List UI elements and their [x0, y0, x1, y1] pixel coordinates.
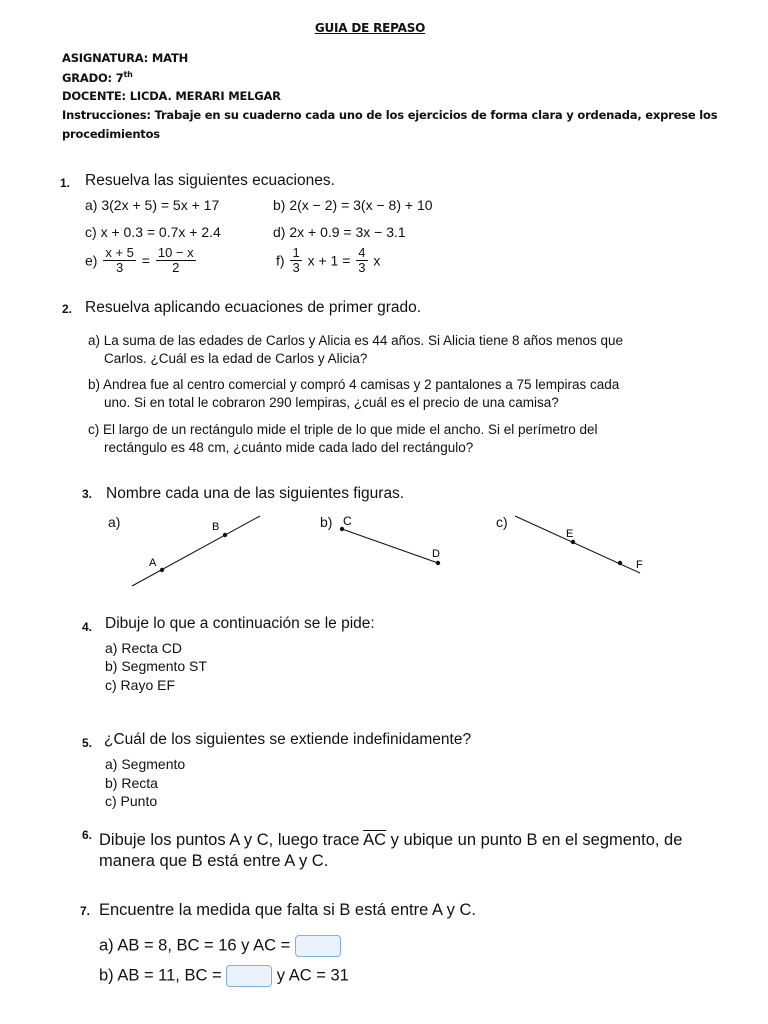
question-7-prompt: Encuentre la medida que falta si B está entre A y C. [99, 901, 476, 919]
q4-item-b: b) Segmento ST [105, 658, 207, 674]
equation-d: d) 2x + 0.9 = 3x − 3.1 [273, 224, 406, 240]
subject-line: ASIGNATURA: MATH [62, 51, 189, 65]
instructions-line-1: Instrucciones: Trabaje en su cuaderno cada uno de los ejercicios de forma clara y ordenada, exprese los [62, 108, 718, 122]
page-title: GUIA DE REPASO [314, 21, 426, 35]
problem-b: b) Andrea fue al centro comercial y compró 4 camisas y 2 pantalones a 75 lempiras cada uno. Si en total le cobraron 290 lempiras, ¿cuál es el precio de una camisa? [88, 377, 620, 410]
point-b-dot [223, 533, 227, 537]
point-f-dot [618, 561, 622, 565]
figure-c-label: c) [496, 514, 508, 530]
q7-item-b: b) AB = 11, BC = y AC = 31 [99, 965, 349, 987]
figure-a-ray [132, 516, 260, 586]
point-d-dot [436, 561, 440, 565]
equation-f: f) $\frac{1}{3}$ x + 1 = $\frac{4}{3}$ x [276, 245, 381, 275]
question-4-prompt: Dibuje lo que a continuación se le pide: [105, 615, 375, 632]
question-7-number: 7. [80, 904, 91, 918]
question-1-number: 1. [60, 176, 71, 190]
figure-b-segment [340, 514, 440, 565]
problem-a: a) La suma de las edades de Carlos y Alicia es 44 años. Si Alicia tiene 8 años menos que Carlos. ¿Cuál es la edad de Carlos y Alicia? [88, 333, 624, 366]
point-f-label: F [636, 559, 643, 571]
question-2-number: 2. [62, 302, 73, 316]
q7-item-a: a) AB = 8, BC = 16 y AC = [99, 935, 341, 957]
point-e-dot [571, 540, 575, 544]
point-d-label: D [432, 548, 440, 560]
question-3-number: 3. [82, 487, 93, 501]
equation-b: b) 2(x − 2) = 3(x − 8) + 10 [273, 197, 433, 213]
q5-item-c: c) Punto [105, 793, 158, 809]
point-a-dot [160, 568, 164, 572]
figure-a-label: a) [108, 514, 121, 530]
figure-c-line [515, 516, 643, 573]
q4-item-a: a) Recta CD [105, 640, 183, 656]
point-a-label: A [149, 557, 157, 569]
point-b-label: B [212, 521, 220, 533]
figure-b-label: b) [320, 514, 333, 530]
question-2-prompt: Resuelva aplicando ecuaciones de primer grado. [85, 299, 422, 316]
question-6-number: 6. [82, 828, 93, 842]
question-5-number: 5. [82, 736, 93, 750]
grade-superscript: th [123, 70, 133, 79]
q5-item-a: a) Segmento [105, 756, 186, 772]
equation-a: a) 3(2x + 5) = 5x + 17 [85, 197, 220, 213]
question-4-number: 4. [82, 620, 93, 634]
point-e-label: E [566, 528, 574, 540]
answer-box-bc[interactable] [226, 965, 272, 987]
equation-c: c) x + 0.3 = 0.7x + 2.4 [85, 224, 221, 240]
q4-item-c: c) Rayo EF [105, 677, 176, 693]
instructions-line-2: procedimientos [62, 127, 160, 141]
question-3-prompt: Nombre cada una de las siguientes figuras. [106, 485, 405, 502]
problem-c: c) El largo de un rectángulo mide el triple de lo que mide el ancho. Si el perímetro del rectángulo es 48 cm, ¿cuánto mide cada lado del rectángulo? [88, 422, 598, 455]
teacher-line: DOCENTE: LICDA. MERARI MELGAR [62, 89, 281, 103]
grade-label: GRADO: 7 [62, 70, 124, 85]
question-1-prompt: Resuelva las siguientes ecuaciones. [85, 172, 335, 189]
point-c-label: C [343, 514, 352, 528]
answer-box-ac[interactable] [295, 935, 341, 957]
segment-ac: $\overline{AC}$ [363, 831, 387, 849]
q5-item-b: b) Recta [105, 775, 158, 791]
question-6-text: Dibuje los puntos A y C, luego trace $\overline{AC}$ y ubique un punto B en el segmento, de manera que B está entre A y C. [99, 831, 683, 870]
question-5-prompt: ¿Cuál de los siguientes se extiende indefinidamente? [104, 731, 472, 748]
equation-e: e) $\frac{x + 5}{3}$ = $\frac{10 - x}{2}$ [85, 245, 194, 275]
